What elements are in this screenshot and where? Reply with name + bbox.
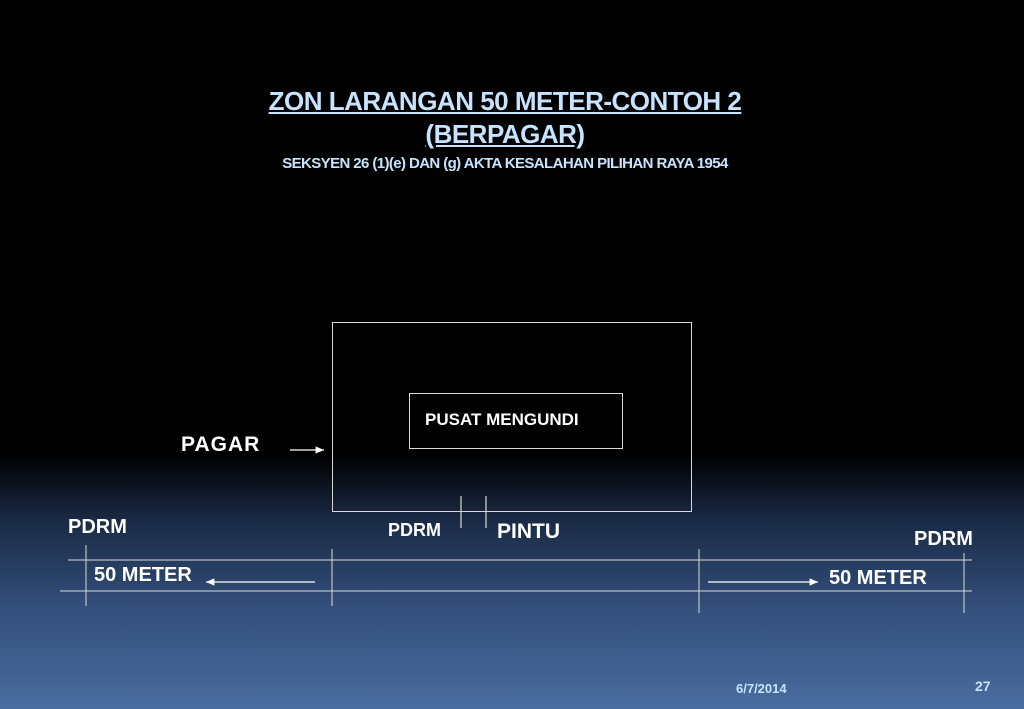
fence-label: PAGAR [181,433,261,456]
distance-label-right: 50 METER [829,567,927,589]
slide-date: 6/7/2014 [736,681,787,696]
slide-title-sub: (BERPAGAR) [425,119,585,149]
distance-label-left: 50 METER [94,564,192,586]
slide-number: 27 [975,678,991,694]
polling-centre-label: PUSAT MENGUNDI [425,410,579,429]
police-label-gate: PDRM [388,520,441,540]
police-label-left: PDRM [68,516,127,538]
gate-label: PINTU [497,520,560,543]
slide-subtitle-section: SEKSYEN 26 (1)(e) DAN (g) AKTA KESALAHAN PILIHAN RAYA 1954 [282,155,728,172]
police-label-right: PDRM [914,528,973,550]
slide-title: ZON LARANGAN 50 METER-CONTOH 2 [268,86,742,116]
